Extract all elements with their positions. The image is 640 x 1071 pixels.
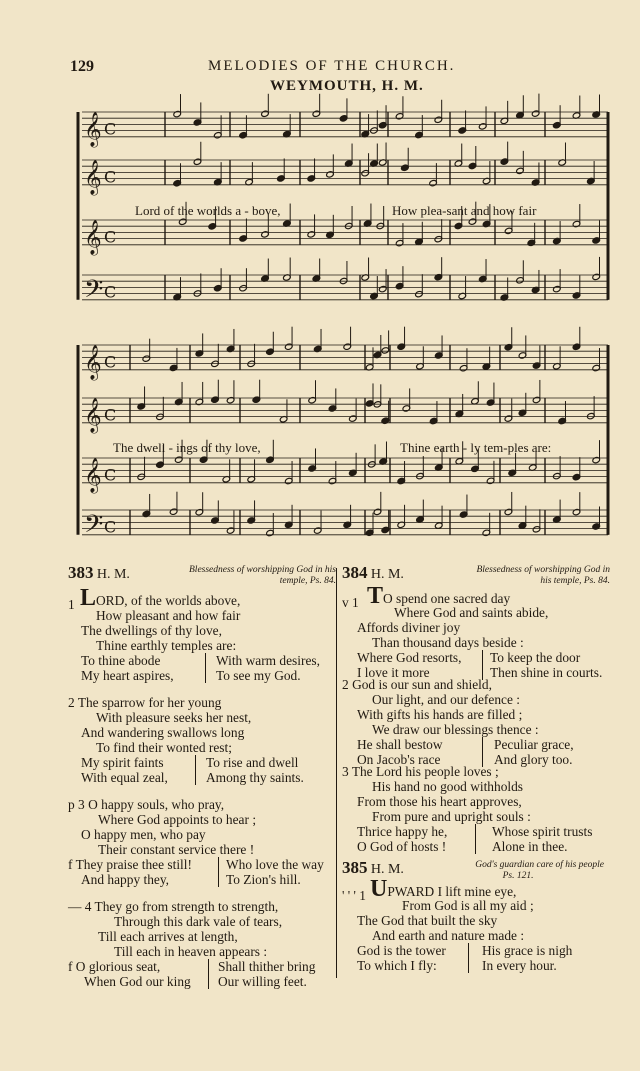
stanza-line: Our willing feet. <box>218 974 307 989</box>
stanza-line: The sparrow for her young <box>77 695 222 710</box>
hymn-number: 384 <box>342 563 368 582</box>
stanza-mark: — 4 <box>68 899 92 914</box>
stanza-line: The God that built the sky <box>357 913 498 928</box>
stanza-line: Where God and saints abide, <box>394 605 549 620</box>
stanza-line: We draw our blessings thence : <box>372 722 539 737</box>
treble-clef: 𝄞 <box>84 159 102 195</box>
stanza-line: And glory too. <box>494 752 573 767</box>
drop-cap: U <box>370 876 388 902</box>
stanza-line: To rise and dwell <box>206 755 299 770</box>
treble-clef: 𝄞 <box>84 457 102 493</box>
drop-cap: L <box>80 585 97 611</box>
hymn-title: God's guardian care of his people Ps. 121. <box>475 860 604 881</box>
stanza-line: Thrice happy he, <box>357 824 448 839</box>
lyric-1b: How plea-sant and how fair <box>392 203 537 218</box>
stanza-line: My heart aspires, <box>81 668 174 683</box>
stanza-line: With gifts his hands are filled ; <box>357 707 523 722</box>
stanza-line: With equal zeal, <box>81 770 168 785</box>
stanza-line: To see my God. <box>216 668 301 683</box>
hymn-meter: H. M. <box>370 567 404 582</box>
stanza-line: Their constant service there ! <box>98 842 255 857</box>
stanza-mark: ' ' ' 1 <box>342 888 366 903</box>
stanza-line: Till each arrives at length, <box>98 929 238 944</box>
stanza-line: From pure and upright souls : <box>372 809 531 824</box>
treble-clef: 𝄞 <box>84 219 102 255</box>
stanza-line: Among thy saints. <box>206 770 304 785</box>
stanza-line: Thine earthly temples are: <box>96 638 237 653</box>
hymn-number: 385 <box>342 858 368 877</box>
stanza-line: Then shine in courts. <box>490 665 603 680</box>
stanza-line: To which I fly: <box>357 958 437 973</box>
stanza-mark: p 3 <box>68 797 85 812</box>
stanza-line: I love it more <box>357 665 430 680</box>
stanza-line: To find their wonted rest; <box>96 740 232 755</box>
lyric-1a: Lord of the worlds a - bove, <box>135 203 281 218</box>
stanza-line: Who love the way <box>226 857 324 872</box>
stanza-mark: 2 <box>68 695 75 710</box>
stanza-line: And earth and nature made : <box>372 928 525 943</box>
time-signature: C <box>104 352 117 372</box>
stanza-line: How pleasant and how fair <box>96 608 241 623</box>
stanza-line: God is our sun and shield, <box>352 677 492 692</box>
stanza-line: And happy they, <box>81 872 170 887</box>
stanza-line: From God is all my aid ; <box>402 898 534 913</box>
stanza-line: On Jacob's race <box>357 752 441 767</box>
stanza-line: Till each in heaven appears : <box>114 944 268 959</box>
time-signature: C <box>104 405 117 425</box>
time-signature: C <box>104 167 117 187</box>
stanza-line: Through this dark vale of tears, <box>114 914 283 929</box>
stanza-line: PWARD I lift mine eye, <box>387 884 517 899</box>
stanza-line: Than thousand days beside : <box>372 635 524 650</box>
stanza-line: Affords diviner joy <box>357 620 461 635</box>
stanza-line: Alone in thee. <box>492 839 568 854</box>
stanza-line: Where God appoints to hear ; <box>98 812 257 827</box>
stanza-line: With pleasure seeks her nest, <box>96 710 252 725</box>
stanza-line: O happy men, who pay <box>81 827 206 842</box>
hymn-383 <box>68 563 338 989</box>
stanza-line: His grace is nigh <box>482 943 573 958</box>
treble-clef: 𝄞 <box>84 344 102 380</box>
hymn-meter: H. M. <box>96 567 130 582</box>
hymn-meter: H. M. <box>370 862 404 877</box>
page-number: 129 <box>70 58 94 75</box>
stanza-line: With warm desires, <box>216 653 320 668</box>
stanza-line: The dwellings of thy love, <box>81 623 222 638</box>
stanza-line: O spend one sacred day <box>383 591 511 606</box>
stanza-line: The Lord his people loves ; <box>351 764 499 779</box>
running-head: MELODIES OF THE CHURCH. <box>208 58 456 74</box>
time-signature: C <box>104 517 117 537</box>
stanza-line: And wandering swallows long <box>81 725 245 740</box>
stanza-mark: 1 <box>68 597 75 612</box>
music-system-2 <box>78 327 608 545</box>
stanza-line: To keep the door <box>490 650 581 665</box>
time-signature: C <box>104 282 117 302</box>
stanza-mark: v 1 <box>342 595 359 610</box>
stanza-line: My spirit faints <box>81 755 164 770</box>
stanza-line: Peculiar grace, <box>494 737 574 752</box>
stanza-line: Whose spirit trusts <box>492 824 593 839</box>
stanza-line: f They praise thee still! <box>68 857 192 872</box>
tune-title: WEYMOUTH, H. M. <box>270 78 424 94</box>
stanza-line: When God our king <box>84 974 191 989</box>
stanza-mark: 3 <box>342 764 349 779</box>
stanza-line: From those his heart approves, <box>357 794 522 809</box>
treble-clef: 𝄞 <box>84 397 102 433</box>
lyric-2a: The dwell - ings of thy love, <box>113 440 261 455</box>
bass-clef: 𝄢 <box>84 509 104 545</box>
treble-clef: 𝄞 <box>84 111 102 147</box>
time-signature: C <box>104 119 117 139</box>
stanza-mark: 2 <box>342 677 349 692</box>
lyric-2b: Thine earth - ly tem-ples are: <box>400 440 552 455</box>
stanza-line: Where God resorts, <box>357 650 462 665</box>
stanza-line: To Zion's hill. <box>226 872 301 887</box>
time-signature: C <box>104 465 117 485</box>
stanza-line: He shall bestow <box>357 737 443 752</box>
hymn-385 <box>342 860 612 980</box>
stanza-line: His hand no good withholds <box>372 779 524 794</box>
stanza-line: O God of hosts ! <box>357 839 447 854</box>
stanza-line: God is the tower <box>357 943 446 958</box>
hymn-384 <box>342 565 612 865</box>
stanza-line: Shall thither bring <box>218 959 316 974</box>
stanza-line: O happy souls, who pray, <box>88 797 225 812</box>
drop-cap: T <box>367 583 384 609</box>
hymn-number: 383 <box>68 563 94 582</box>
stanza-line: They go from strength to strength, <box>94 899 279 914</box>
bass-clef: 𝄢 <box>84 274 104 310</box>
stanza-line: ORD, of the worlds above, <box>96 593 241 608</box>
hymn-title: Blessedness of worshipping God in his temple, Ps. 84. <box>189 565 336 586</box>
hymn-title: Blessedness of worshipping God in his temple, Ps. 84. <box>476 565 610 586</box>
stanza-line: Our light, and our defence : <box>372 692 520 707</box>
column-rule <box>336 568 337 978</box>
music-system-1 <box>78 94 608 310</box>
time-signature: C <box>104 227 117 247</box>
stanza-line: f O glorious seat, <box>68 959 161 974</box>
stanza-line: In every hour. <box>482 958 557 973</box>
stanza-line: To thine abode <box>81 653 161 668</box>
